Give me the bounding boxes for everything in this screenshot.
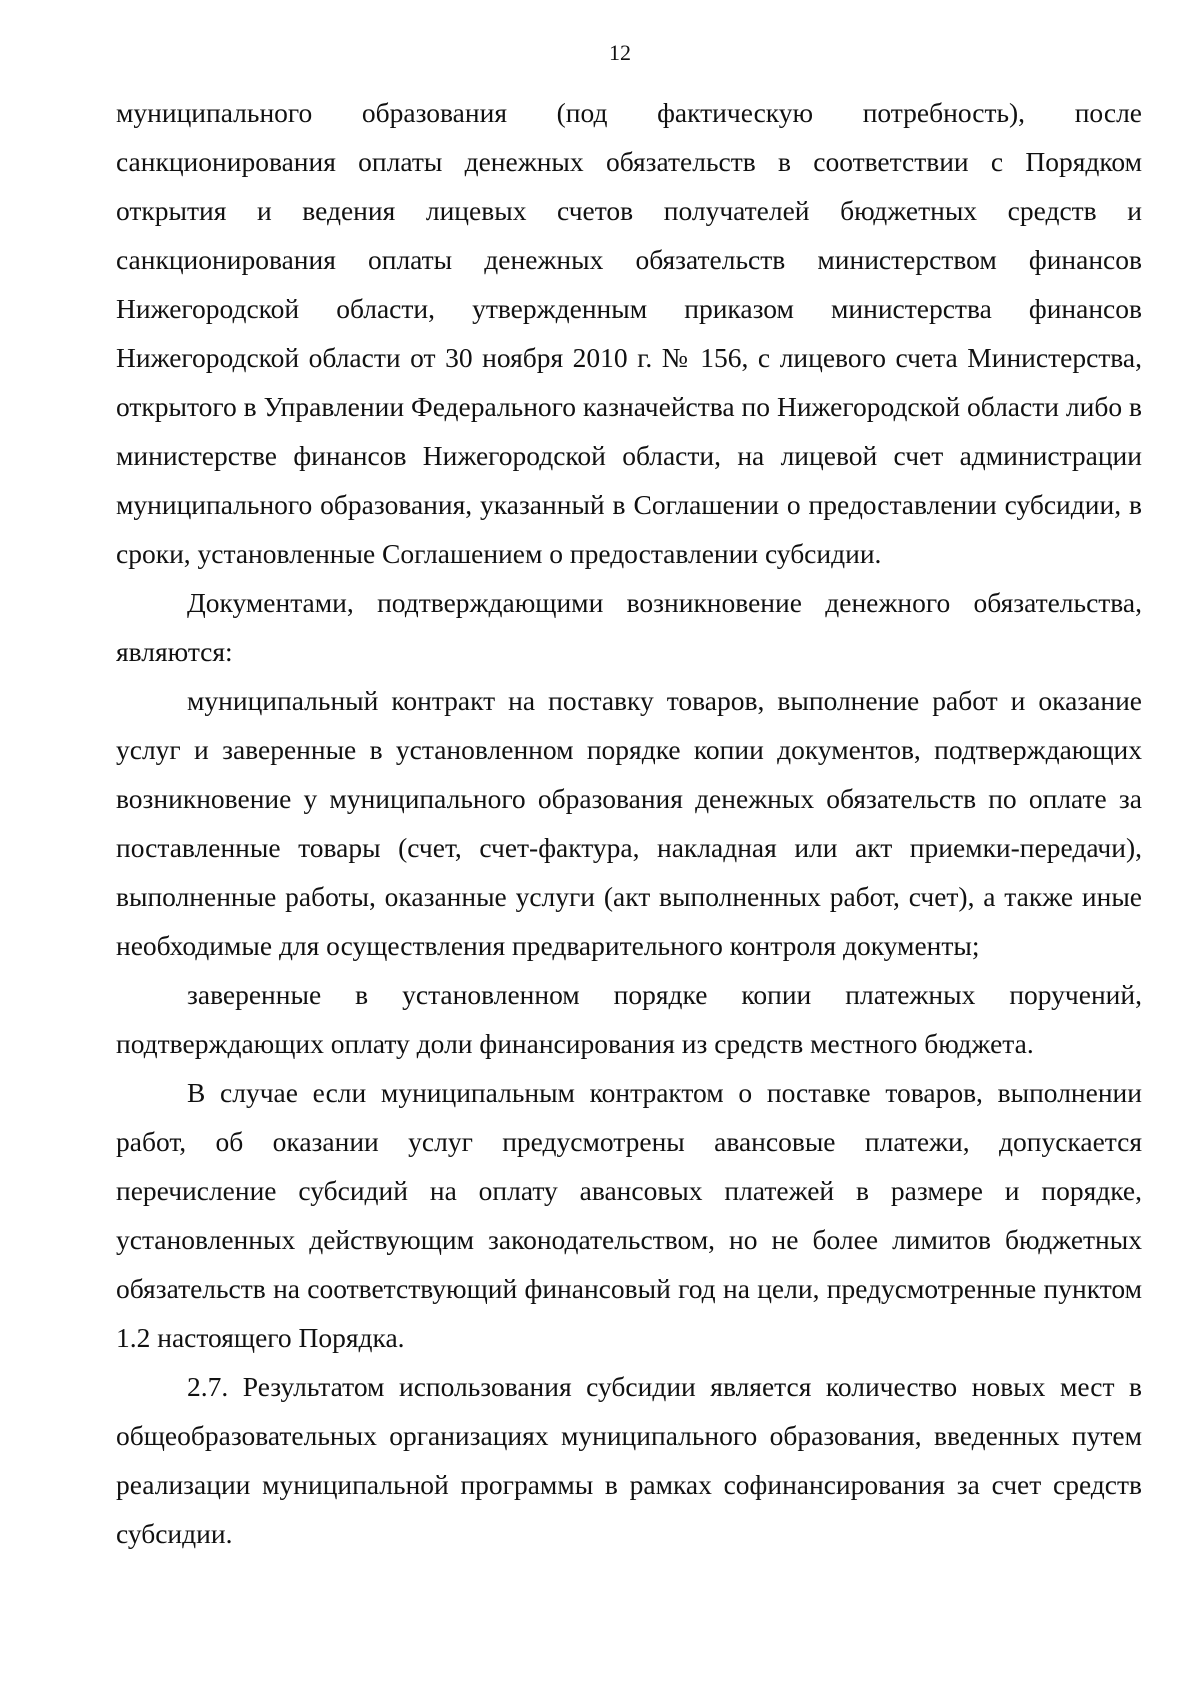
document-body	[116, 88, 1142, 1558]
page-number: 12	[609, 40, 631, 65]
paragraph-payment-orders: заверенные в установленном порядке копии платежных поручений, подтверждающих оплату доли финансирования из средств местного бюджета.	[116, 979, 1142, 1059]
paragraph-supporting-documents-intro: Документами, подтверждающими возникновение денежного обязательства, являются:	[116, 587, 1142, 667]
paragraph-advance-payments: В случае если муниципальным контрактом о поставке товаров, выполнении работ, об оказании услуг предусмотрены авансовые платежи, допускается перечисление субсидий на оплату авансовых платежей в размере и порядке, установленных действующим законодательством, но не более лимитов бюджетных обязательств на соответствующий финансовый год на цели, предусмотренные пунктом 1.2 настоящего Порядка.	[116, 1077, 1142, 1353]
paragraph-payment-procedure: муниципального образования (под фактическую потребность), после санкционирования оплаты денежных обязательств в соответствии с Порядком открытия и ведения лицевых счетов получателей бюджетных средств и санкционирования оплаты денежных обязательств министерством финансов Нижегородской области, утвержденным приказом министерства финансов Нижегородской области от 30 ноября 2010 г. № 156, с лицевого счета Министерства, открытого в Управлении Федерального казначейства по Нижегородской области либо в министерстве финансов Нижегородской области, на лицевой счет администрации муниципального образования, указанный в Соглашении о предоставлении субсидии, в сроки, установленные Соглашением о предоставлении субсидии.	[116, 97, 1142, 569]
paragraph-subsidy-result: 2.7. Результатом использования субсидии является количество новых мест в общеобразовательных организациях муниципального образования, введенных путем реализации муниципальной программы в рамках софинансирования за счет средств субсидии.	[116, 1371, 1142, 1549]
paragraph-municipal-contract: муниципальный контракт на поставку товаров, выполнение работ и оказание услуг и заверенные в установленном порядке копии документов, подтверждающих возникновение у муниципального образования денежных обязательств по оплате за поставленные товары (счет, счет-фактура, накладная или акт приемки-передачи), выполненные работы, оказанные услуги (акт выполненных работ, счет), а также иные необходимые для осуществления предварительного контроля документы;	[116, 685, 1142, 961]
